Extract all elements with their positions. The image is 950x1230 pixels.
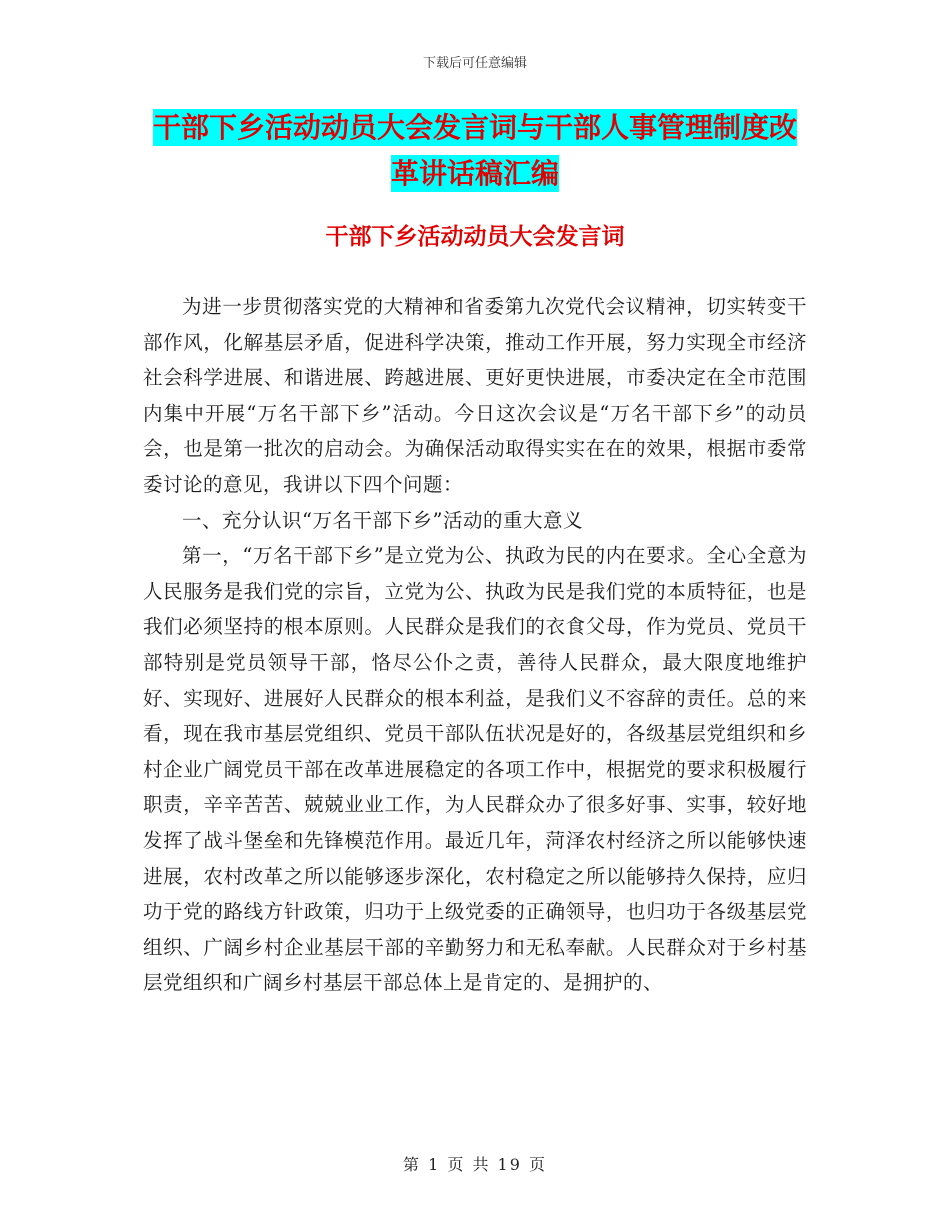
paragraph-intro: 为进一步贯彻落实党的大精神和省委第九次党代会议精神，切实转变干部作风，化解基层矛盾，促进科学决策，推动工作开展，努力实现全市经济社会科学进展、和谐进展、跨越进展、更好更快进展，市委决定在全市范围内集中开展“万名干部下乡”活动。今日这次会议是“万名干部下乡”的动员会，也是第一批次的启动会。为确保活动取得实实在在的效果，根据市委常委讨论的意见，我讲以下四个问题： [143,295,807,496]
section-title: 干部下乡活动动员大会发言词 [325,224,625,250]
document-title-text: 干部下乡活动动员大会发言词与干部人事管理制度改革讲话稿汇编 [152,111,797,190]
paragraph-heading-1: 一、充分认识“万名干部下乡”活动的重大意义 [182,508,583,532]
header-note: 下载后可任意编辑 [422,56,527,71]
page-number: 第 1 页 共 19 页 [403,1155,547,1174]
body-text [143,289,807,1001]
paragraph-first-point: 第一，“万名干部下乡”是立党为公、执政为民的内在要求。全心全意为人民服务是我们党的宗旨，立党为公、执政为民是我们党的本质特征，也是我们必须坚持的根本原则。人民群众是我们的衣食父母，作为党员、党员干部特别是党员领导干部，恪尽公仆之责，善待人民群众，最大限度地维护好、实现好、进展好人民群众的根本利益，是我们义不容辞的责任。总的来看，现在我市基层党组织、党员干部队伍状况是好的，各级基层党组织和乡村企业广阔党员干部在改革进展稳定的各项工作中，根据党的要求积极履行职责，辛辛苦苦、兢兢业业工作，为人民群众办了很多好事、实事，较好地发挥了战斗堡垒和先锋模范作用。最近几年，菏泽农村经济之所以能够快速进展，农村改革之所以能够逐步深化，农村稳定之所以能够持久保持，应归功于党的路线方针政策，归功于上级党委的正确领导，也归功于各级基层党组织、广阔乡村企业基层干部的辛勤努力和无私奉献。人民群众对于乡村基层党组织和广阔乡村基层干部总体上是肯定的、是拥护的、 [143,544,807,995]
document-title [140,105,810,197]
